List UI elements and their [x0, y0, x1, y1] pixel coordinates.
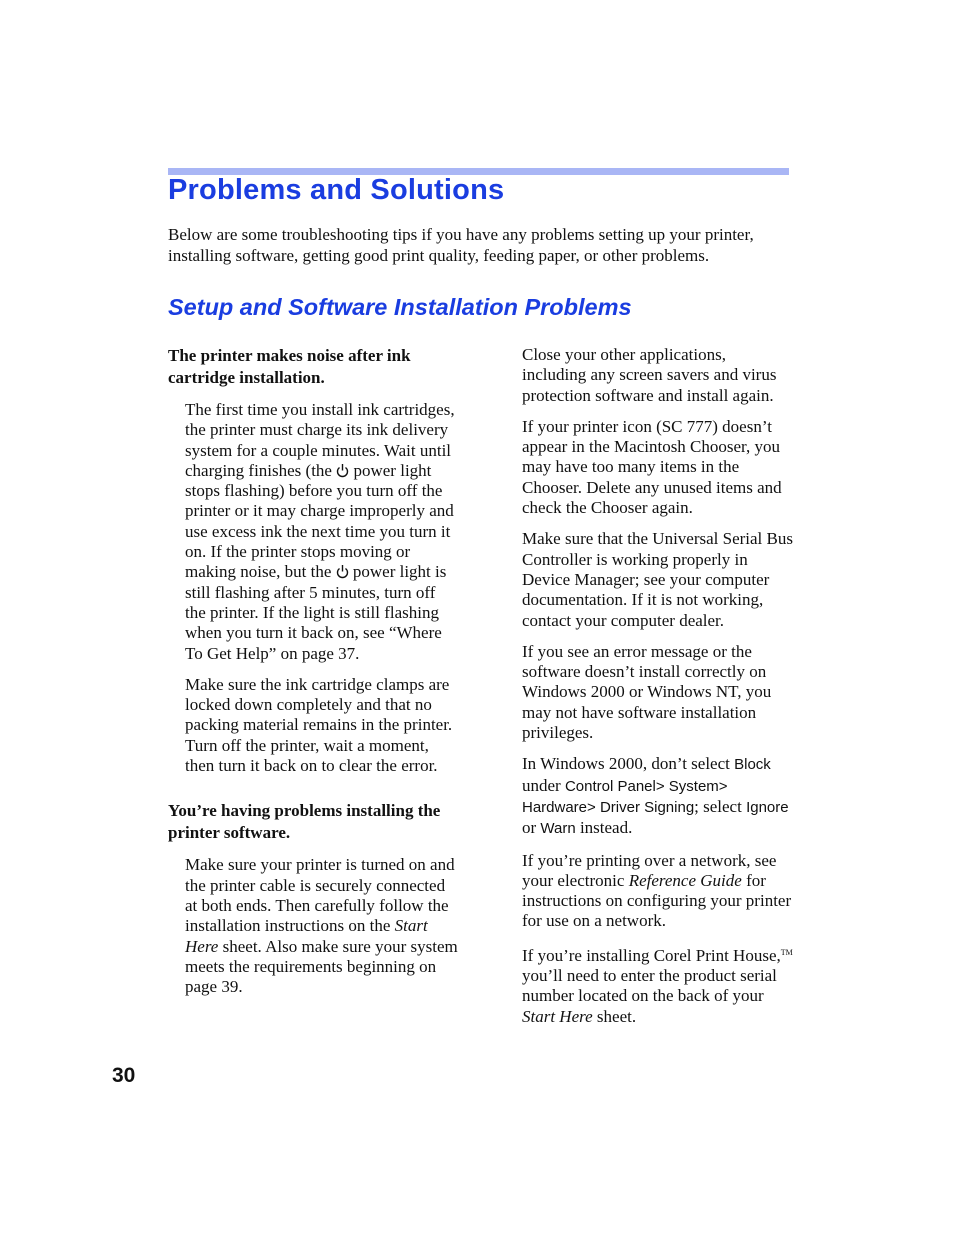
usb-paragraph: Make sure that the Universal Serial Bus Controller is working properly in Device Manager; see your computer documentation. If it is not working, contact your computer dealer.	[522, 529, 793, 630]
power-icon	[336, 564, 349, 579]
install-heading: You’re having problems installing the printer software.	[168, 801, 441, 843]
driver-text-a: In Windows 2000, don’t select	[522, 754, 735, 774]
corel-text-c: sheet.	[592, 1006, 637, 1026]
error-message-paragraph: If you see an error message or the software doesn’t install correctly on Windows 2000 or Windows NT, you may not have software installation privileges.	[522, 641, 772, 743]
section-title: Setup and Software Installation Problems	[168, 294, 632, 320]
driver-text-e: instead.	[575, 818, 633, 838]
chooser-paragraph: If your printer icon (SC 777) doesn’t appear in the Macintosh Chooser, you may have too many items in the Chooser. Delete any unused items and check the Chooser again.	[522, 416, 782, 518]
page-number: 30	[112, 1064, 136, 1087]
warn-option: Warn	[540, 820, 576, 838]
close-apps-paragraph: Close your other applications, including any screen savers and virus protection software and install again.	[522, 345, 777, 405]
noise-text-b: power light stops flashing) before you turn off the printer or it may charge improperly and use excess ink the next time you turn it on. If the printer stops moving or making noise, but the	[185, 460, 454, 582]
driver-text-c: ; select	[694, 796, 747, 816]
install-paragraph	[168, 855, 458, 997]
noise-heading: The printer makes noise after ink cartridge installation.	[168, 346, 411, 387]
corel-text-a: If you’re installing Corel Print House,	[522, 945, 781, 965]
network-text-b: for instructions on configuring your printer for use on a network.	[522, 870, 792, 931]
reference-guide-title: Reference Guide	[628, 870, 742, 890]
ignore-option: Ignore	[746, 798, 789, 816]
noise-text-a: The first time you install ink cartridges, the printer must charge its ink delivery system for a couple minutes. Wait until charging finishes (the	[185, 400, 455, 480]
driver-text-b: under	[522, 775, 565, 795]
driver-text-d: or	[522, 818, 541, 838]
noise-paragraph-1	[168, 400, 458, 664]
right-column	[522, 345, 794, 1027]
start-here-title: Start Here	[185, 916, 428, 956]
noise-text-c: power light is still flashing after 5 minutes, turn off the printer. If the light is still flashing when you turn it back on, see “Where To Get Help” on page 37.	[185, 562, 447, 663]
install-text-b: sheet. Also make sure your system meets the requirements beginning on page 39.	[185, 936, 458, 997]
network-paragraph	[522, 851, 794, 932]
left-column	[168, 345, 458, 997]
trademark-mark: TM	[780, 947, 793, 957]
intro-paragraph: Below are some troubleshooting tips if you have any problems setting up your printer, installing software, getting good print quality, feeding paper, or other problems.	[168, 225, 754, 265]
block-option: Block	[734, 756, 771, 774]
start-here-title: Start Here	[522, 1006, 593, 1026]
corel-paragraph	[522, 943, 794, 1027]
corel-text-b: you’ll need to enter the product serial number located on the back of your	[522, 966, 777, 1006]
install-text-a: Make sure your printer is turned on and the printer cable is securely connected at both ends. Then carefully follow the installation instructions on the	[185, 855, 455, 936]
power-icon	[336, 463, 349, 478]
network-text-a: If you’re printing over a network, see your electronic	[522, 850, 777, 890]
control-panel-path: Control Panel> System> Hardware> Driver Signing	[522, 777, 728, 816]
noise-paragraph-2: Make sure the ink cartridge clamps are locked down completely and that no packing material remains in the printer. Turn off the printer, wait a moment, then turn it back on to clear the error.	[185, 674, 453, 776]
page-title: Problems and Solutions	[168, 174, 505, 206]
driver-signing-paragraph	[522, 754, 794, 839]
